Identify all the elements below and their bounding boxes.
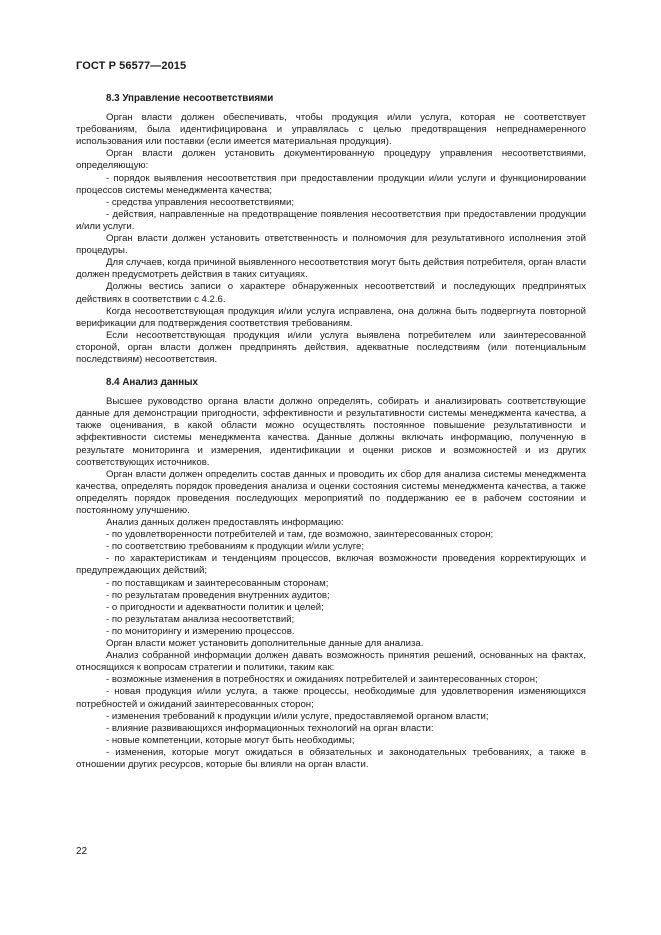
list-item: - средства управления несоответствиями; (106, 196, 295, 208)
list-item: - новая продукция и/или услуга, а также процессы, необходимые для удовлетворения изменяющихся потребностей и ожиданий заинтересованных сторон; (76, 686, 586, 710)
document-body (76, 93, 586, 771)
paragraph: Орган власти должен установить ответственность и полномочия для результативного исполнения этой процедуры. (76, 233, 586, 257)
paragraph: Анализ собранной информации должен давать возможность принятия решений, основанных на фактах, относящихся к вопросам стратегии и политики, таким как: (76, 650, 586, 674)
section-8-3-body (76, 112, 586, 366)
paragraph: Орган власти может установить дополнительные данные для анализа. (106, 638, 424, 650)
list-item: - по результатам проведения внутренних аудитов; (106, 589, 330, 601)
paragraph: Анализ данных должен предоставлять информацию: (106, 517, 344, 529)
section-heading-8-4: 8.4 Анализ данных (106, 377, 198, 389)
list-item: - порядок выявления несоответствия при предоставлении продукции и/или услуги и функционировании процессов системы менеджмента качества; (76, 172, 586, 196)
list-item: - изменения требований к продукции и/или услуге, предоставляемой органом власти; (106, 710, 489, 722)
paragraph: Высшее руководство органа власти должно определять, собирать и анализировать соответствующие данные для демонстрации пригодности, эффективности и результативности системы менеджмента качества, а также оценивания, в какой области можно осуществлять постоянное повышение результативности и эффективности системы менеджмента качества. Данные должны включать информацию, полученную в результате мониторинга и измерения, идентификации и оценки рисков и возможностей и из других соответствующих источников. (76, 396, 586, 468)
paragraph: Орган власти должен обеспечивать, чтобы продукция и/или услуга, которая не соответствует требованиям, была идентифицирована и управлялась с целью предотвращения непреднамеренного использования или поставки (если имеется материальная продукция). (76, 112, 586, 148)
paragraph: Орган власти должен установить документированную процедуру управления несоответствиями, определяющую: (76, 148, 586, 172)
document-header: ГОСТ Р 56577—2015 (76, 60, 187, 72)
list-item: - по результатам анализа несоответствий; (106, 613, 295, 625)
list-item: - влияние развивающихся информационных технологий на орган власти: (106, 722, 434, 734)
paragraph: Для случаев, когда причиной выявленного несоответствия могут быть действия потребителя, орган власти должен предусмотреть действия в таких ситуациях. (76, 257, 586, 281)
list-item: - по мониторингу и измерению процессов. (106, 625, 295, 637)
section-8-4-body (76, 396, 586, 771)
list-item: - по характеристикам и тенденциям процессов, включая возможности проведения корректирующих и предупреждающих действий; (76, 553, 586, 577)
list-item: - о пригодности и адекватности политик и целей; (106, 601, 324, 613)
section-heading-8-3: 8.3 Управление несоответствиями (106, 93, 274, 104)
paragraph: Если несоответствующая продукция и/или услуга выявлена потребителем или заинтересованной стороной, орган власти должен предпринять действия, адекватные последствиям (или потенциальным последствиям) несоответствия. (76, 329, 586, 365)
list-item: - по удовлетворенности потребителей и там, где возможно, заинтересованных сторон; (106, 529, 494, 541)
list-item: - новые компетенции, которые могут быть необходимы; (106, 734, 355, 746)
list-item: - действия, направленные на предотвращение появления несоответствия при предоставлении продукции и/или услуги. (76, 208, 586, 232)
list-item: - по поставщикам и заинтересованным сторонам; (106, 577, 329, 589)
list-item: - возможные изменения в потребностях и ожиданиях потребителей и заинтересованных сторон; (106, 674, 538, 686)
paragraph: Должны вестись записи о характере обнаруженных несоответствий и последующих предпринятых действиях в соответствии с 4.2.6. (76, 281, 586, 305)
list-item: - по соответствию требованиям к продукции и/или услуге; (106, 541, 365, 553)
page-number: 22 (76, 846, 88, 857)
paragraph: Орган власти должен определить состав данных и проводить их сбор для анализа системы менеджмента качества, определять порядок проведения анализа и оценки состояния системы менеджмента качества, а также определять порядок проведения последующих мероприятий по поддержанию ее в рабочем состоянии и постоянному улучшению. (76, 468, 586, 516)
list-item: - изменения, которые могут ожидаться в обязательных и законодательных требованиях, а также в отношении других ресурсов, которые бы влияли на орган власти. (76, 746, 586, 770)
paragraph: Когда несоответствующая продукция и/или услуга исправлена, она должна быть подвергнута повторной верификации для подтверждения соответствия требованиям. (76, 305, 586, 329)
